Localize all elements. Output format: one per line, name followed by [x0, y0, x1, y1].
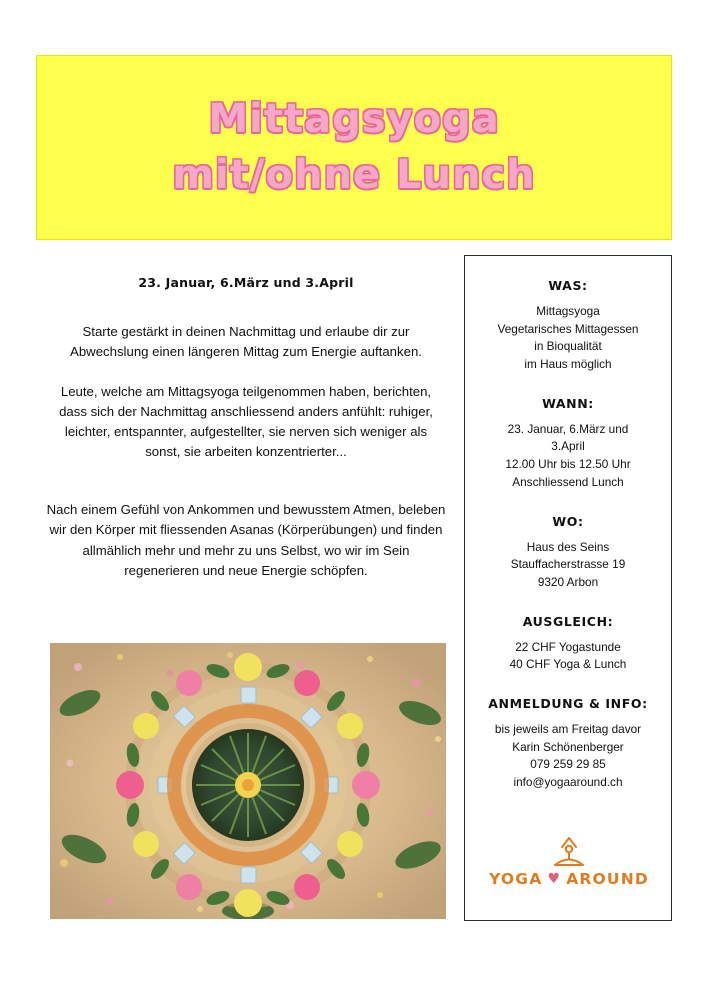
ausgleich-line-2: 40 CHF Yoga & Lunch: [509, 657, 627, 672]
info-block-wann: [475, 421, 661, 492]
info-heading-anmeldung: ANMELDUNG & INFO:: [488, 695, 648, 711]
anmeldung-phone[interactable]: 079 259 29 85: [530, 757, 606, 772]
wo-line-1: Haus des Seins: [526, 539, 610, 554]
logo-word-around: AROUND: [566, 870, 649, 888]
wo-line-2: Stauffacherstrasse 19: [510, 557, 626, 572]
mandala-photo-graphic: [50, 643, 446, 919]
was-line-4: im Haus möglich: [524, 357, 612, 372]
was-line-1: Mittagsyoga: [536, 304, 600, 318]
was-line-3: in Bioqualität: [534, 339, 602, 354]
banner-title-line-1: Mittagsyoga: [208, 96, 500, 143]
anmeldung-email[interactable]: info@yogaaround.ch: [513, 775, 623, 789]
wann-line-2: 3.April: [551, 439, 585, 454]
info-block-anmeldung: [475, 721, 661, 792]
yoga-around-logo: [489, 835, 649, 907]
wann-line-4: Anschliessend Lunch: [512, 474, 624, 489]
anmeldung-line-2: Karin Schönenberger: [512, 739, 624, 754]
ausgleich-line-1: 22 CHF Yogastunde: [515, 639, 621, 654]
banner-title-line-2: mit/ohne Lunch: [172, 151, 536, 198]
info-block-was: [475, 303, 661, 374]
wo-line-3: 9320 Arbon: [537, 574, 599, 589]
title-banner: [36, 55, 672, 240]
was-line-2: Vegetarisches Mittagessen: [497, 321, 639, 336]
mandala-photo: [50, 643, 446, 919]
logo-word-yoga: YOGA: [489, 870, 543, 888]
wann-line-1: 23. Januar, 6.März und: [507, 421, 629, 436]
left-text-column: [46, 275, 446, 601]
info-block-ausgleich: [475, 639, 661, 674]
info-block-wo: [475, 539, 661, 592]
logo-wordmark: [489, 870, 649, 888]
wann-line-3: 12.00 Uhr bis 12.50 Uhr: [505, 457, 631, 472]
info-panel: [464, 255, 672, 921]
info-heading-wann: WANN:: [542, 395, 594, 411]
info-heading-ausgleich: AUSGLEICH:: [522, 613, 614, 629]
intro-paragraph: Starte gestärkt in deinen Nachmittag und erlaube dir zur Abwechslung einen längeren Mittag zum Energie auftanken.: [70, 324, 422, 360]
testimonial-paragraph: Leute, welche am Mittagsyoga teilgenommen haben, berichten, dass sich der Nachmittag anschliessend anders anfühlt: ruhiger, leichter, entspannter, aufgestellter, sie nerven sich weniger als sonst, sie arbeiten konzentrierter...: [59, 384, 433, 460]
anmeldung-line-1: bis jeweils am Freitag davor: [494, 721, 642, 736]
practice-paragraph: Nach einem Gefühl von Ankommen und bewusstem Atmen, beleben wir den Körper mit fliessenden Asanas (Körperübungen) und finden allmählich mehr und mehr zu uns Selbst, wo wir im Sein regenerieren und neue Energie schöpfen.: [46, 502, 446, 578]
yoga-figure-icon: [546, 835, 592, 869]
info-heading-was: WAS:: [548, 278, 588, 293]
course-dates: 23. Januar, 6.März und 3.April: [138, 275, 354, 290]
heart-icon: ♥: [547, 871, 562, 887]
info-heading-wo: WO:: [552, 513, 584, 529]
